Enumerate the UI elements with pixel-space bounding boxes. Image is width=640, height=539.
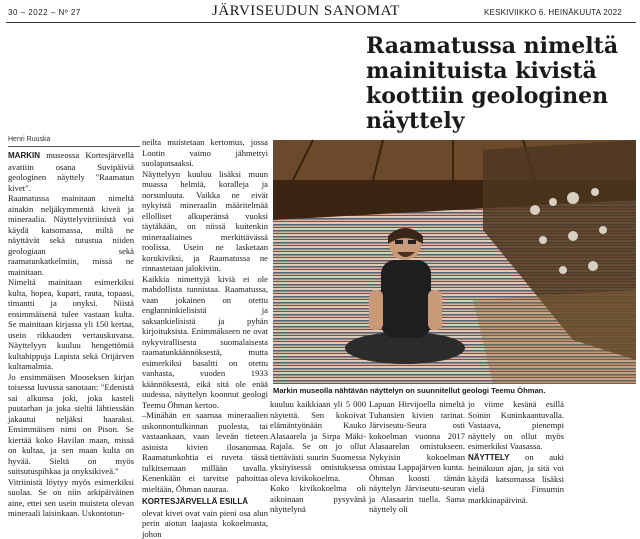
byline: Henri Ruuska	[8, 136, 50, 143]
paragraph: Lapuan Hirvijoella nimeltä Tuhansien kivien tarinat. Järviseutu-Seura osti kokoelman vuonna 2017 Alasaarelan omistukseen. Nykyisin kokoelman omistaa Lappajärven kunta.	[369, 399, 465, 473]
headline-line: Raamatussa nimeltä	[366, 34, 638, 59]
paragraph	[468, 452, 564, 506]
article-column-3	[270, 399, 366, 512]
newspaper-name: JÄRVISEUDUN SANOMAT	[212, 3, 400, 20]
photo-caption: Markin museolla nähtävän näyttelyn on suunnitellut geologi Teemu Öhman.	[273, 386, 636, 395]
paragraph: Jo ensimmäisen Mooseksen kirjan toisessa luvussa sanotaan: "Edenistä sai alkunsa joki, joka kasteli puutarhan ja joka sieltä lähtiessään jakautui neljäksi haaraksi. Ensimmäisen nimi on Pison. Se kiertää koko Havilan maan, missä on kultaa, ja sen maan kulta on hyvää. Sieltä on myös suitsutuspihkaa ja onyksikiveä."	[8, 372, 134, 477]
paragraph: kuuluu kaikkiaan yli 5 000 näytettä. Sen kokoivat elämäntyönään Kauko Alasaarela ja Sirpa Mäki-Rajala. Se on jo ollut tiettävästi suurin Suomessa yksityisessä omistuksessa oleva kivikokoelma.	[270, 399, 366, 483]
subheading: KORTESJÄRVELLÄ ESILLÄ	[142, 497, 268, 508]
paragraph-text: museossa Kortesjärvellä avattiin osana Suvipäiviä geologinen näyttely "Raamatun kivet".	[8, 150, 134, 193]
lead-word: MARKIN	[8, 151, 40, 160]
headline-line: näyttely	[366, 109, 638, 134]
paragraph: Raamatussa mainitaan nimeltä ainakin neljäkymmentä kiveä ja mineraalia. Näyttelyvitriinistä voi käydä katsomassa, miltä ne näyttävät sekä tutustua niiden geologiaan sekä raamatunkatkelmiin, missä ne mainitaan.	[8, 193, 134, 277]
paragraph: Vitriinistä löytyy myös esimerkiksi suolaa. Se on niin arkipäiväinen aine, ettei sen usein muisteta olevan mineraali laisinkaan. Uskontotun-	[8, 477, 134, 519]
paragraph: Nimeltä mainitaan esimerkiksi kulta, hopea, kupari, rauta, topaasi, timantti ja onyksi. Niistä ensimmäisenä tulee vastaan kulta. Se mainitaan kirjassa yli 150 kertaa, usein rikkauden vertauskuvana. Näyttelyyn kuuluu hengettömiä kultahippuja Lapista sekä Orijärven kultamalmia.	[8, 277, 134, 372]
paragraph: Koko kivikokoelma oli aikoinaan pysyvänä näyttelynä	[270, 483, 366, 515]
byline-divider	[8, 146, 140, 147]
paragraph: –Minähän en saarnaa mineraalien uskonnontulkinnan puolesta, tai vastaankaan, vaan leveän tieteen asioista kivien ilosanomaa. Raamatunkohtia ei ruveta tässä tulkitsemaan millään tavalla. Kenenkään ei tarvitse pahoittaa mieltään, Öhman nauraa.	[142, 410, 268, 494]
paragraph-text: on auki heinäkuun ajan, ja sitä voi käydä katsomassa lisäksi vielä Finsumin markkinapäivinä.	[468, 452, 564, 505]
lead-word: NÄYTTELY	[468, 453, 510, 462]
photo-illustration	[273, 140, 636, 384]
paragraph: jo viime kesänä esillä Soinin Kuninkaantuvalla. Vastaava, pienempi näyttely on ollut myös esimerkiksi Vaasassa.	[468, 399, 564, 452]
paragraph: Näyttelyyn kuuluu lisäksi muun muassa helmiä, koralleja ja norsunluuta. Vaikka ne eivät nykyistä mineraalin määritelmää ellolliset alkuperänsä vuoksi täytäkään, on niissä kuitenkin mineraaliaines merkittävässä roolissa. Usein ne lasketaan korukiviksi, ja Raamatussa ne rinnastetaan jalokiviin.	[142, 169, 268, 274]
masthead-divider	[6, 22, 636, 23]
paragraph	[8, 150, 134, 193]
article-photo	[273, 140, 636, 384]
article-column-1	[8, 150, 134, 512]
article-column-2	[142, 137, 268, 512]
article-column-6	[566, 399, 636, 512]
issue-date: KESKIVIIKKO 6. HEINÄKUUTA 2022	[484, 8, 622, 17]
paragraph: neilta muistetaan kertomus, jossa Lootin vaimo jähmettyi suolapatsaaksi.	[142, 137, 268, 169]
article-column-5	[468, 399, 564, 512]
issue-number: 30 – 2022 – Nº 27	[8, 8, 81, 17]
glass-vitrine	[473, 290, 636, 384]
paragraph: Öhman koosti tämän näyttelyn Järviseutu-seuran ja Alasaarin tuella. Sama näyttely oli	[369, 473, 465, 515]
masthead	[0, 0, 640, 24]
article-headline	[366, 34, 638, 134]
article-column-4	[369, 399, 465, 512]
paragraph: olevat kivet ovat vain pieni osa alun perin aiotun laajasta kokoelmasta, johon	[142, 508, 268, 539]
headline-line: mainituista kivistä	[366, 59, 638, 84]
headline-line: koottiin geologinen	[366, 84, 638, 109]
paragraph: Kaikkia nimettyjä kiviä ei ole mahdollista tunnistaa. Raamatussa, vaan jokainen on otettu englanninkielisistä ja saksankielisistä ja pyhän kirjoituksista. Enimmäkseen ne ovat nykyvirallisesta suomalaisesta raamatunkäännöksestä, mutta esimerkiksi basaltti on otettu vanhasta, vuoden 1933 käännöksestä, eikä sitä ole enää uudessa, näyttelyn koonnut geologi Teemu Öhman kertoo.	[142, 274, 268, 411]
